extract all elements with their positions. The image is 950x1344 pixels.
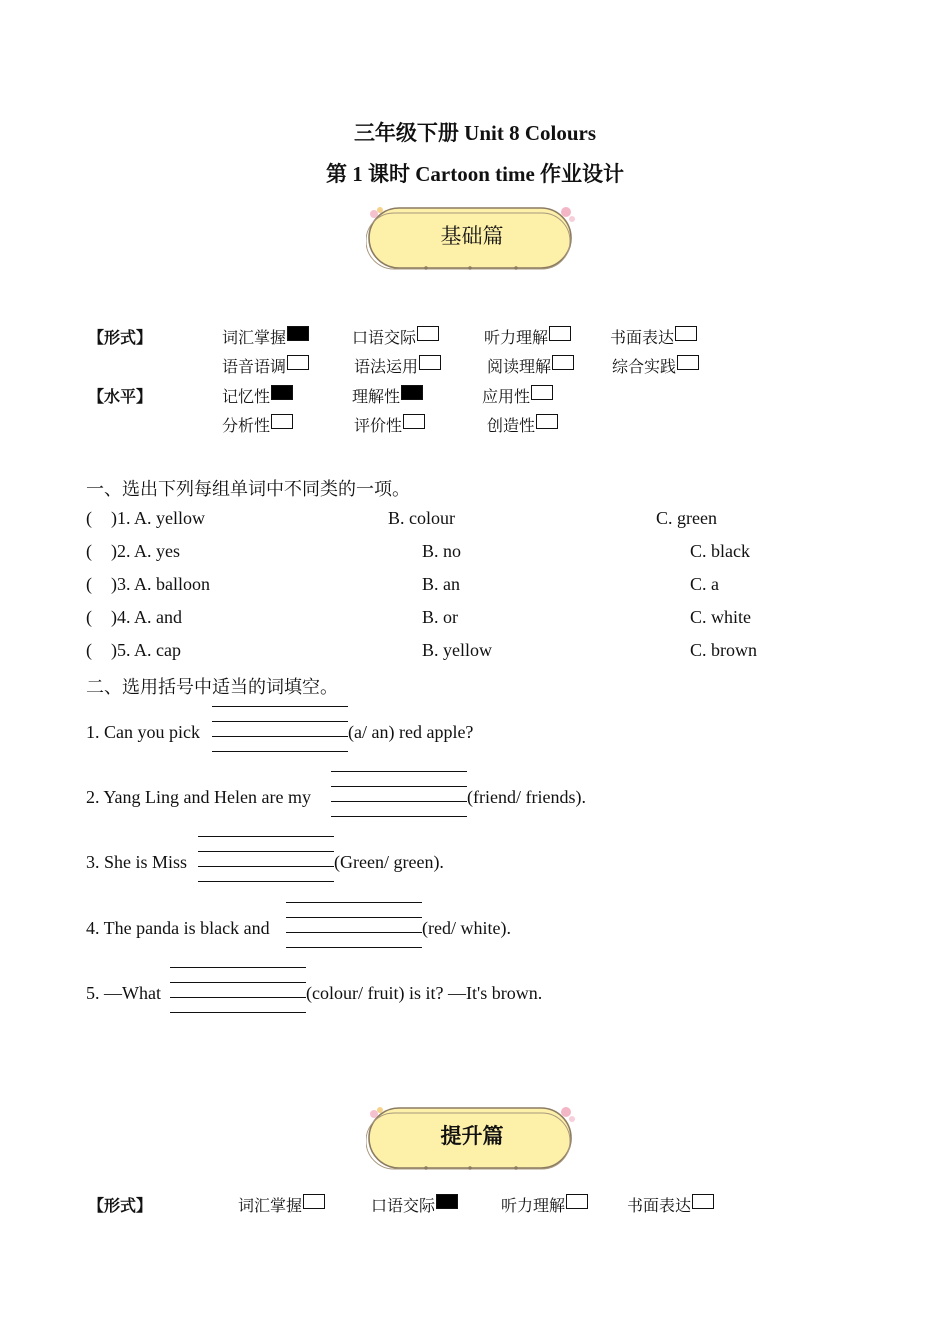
answer-blank[interactable] <box>170 967 306 1013</box>
form-item-label: 听力理解 <box>501 1198 566 1215</box>
adv-form-item-vocab <box>238 1193 325 1216</box>
badge-advanced-label: 提升篇 <box>440 1124 504 1148</box>
answer-paren: ( <box>86 508 92 528</box>
fill-question-options: (Green/ green). <box>334 852 444 872</box>
option-a: )3. A. balloon <box>111 574 210 594</box>
answer-paren: ( <box>86 574 92 594</box>
checkbox[interactable] <box>271 385 293 400</box>
form-item-listening <box>484 325 571 348</box>
form-item-label: 语音语调 <box>222 359 287 376</box>
option-c: C. white <box>690 607 751 627</box>
checkbox[interactable] <box>536 414 558 429</box>
form-item-pronunciation <box>222 354 309 377</box>
option-c: C. black <box>690 541 750 561</box>
fill-question-options: (a/ an) red apple? <box>348 722 474 742</box>
option-c: C. a <box>690 574 719 594</box>
form-item-label: 阅读理解 <box>487 359 552 376</box>
option-b: B. yellow <box>422 640 492 660</box>
answer-paren: ( <box>86 607 92 627</box>
form-item-reading <box>487 354 574 377</box>
option-a: )5. A. cap <box>111 640 181 660</box>
page-title: 三年级下册 Unit 8 Colours <box>353 121 597 145</box>
checkbox[interactable] <box>566 1194 588 1209</box>
option-a: )1. A. yellow <box>111 508 205 528</box>
form-label-advanced: 【形式】 <box>88 1198 153 1215</box>
part2-heading: 二、选用括号中适当的词填空。 <box>86 677 338 697</box>
level-item-label: 创造性 <box>487 418 536 435</box>
checkbox[interactable] <box>677 355 699 370</box>
form-item-label: 书面表达 <box>610 330 675 347</box>
option-c: C. brown <box>690 640 757 660</box>
form-item-label: 词汇掌握 <box>222 330 287 347</box>
option-b: B. an <box>422 574 460 594</box>
form-item-label: 词汇掌握 <box>238 1198 303 1215</box>
fill-question-text: 4. The panda is black and <box>86 918 270 938</box>
option-a: )2. A. yes <box>111 541 180 561</box>
checkbox[interactable] <box>549 326 571 341</box>
fill-question-text: 3. She is Miss <box>86 852 188 872</box>
checkbox[interactable] <box>552 355 574 370</box>
fill-question-options: (colour/ fruit) is it? —It's brown. <box>306 983 543 1003</box>
answer-paren: ( <box>86 541 92 561</box>
fill-question-text: 5. —What <box>86 983 161 1003</box>
form-item-writing <box>610 325 697 348</box>
page-subtitle: 第 1 课时 Cartoon time 作业设计 <box>325 162 625 186</box>
form-item-vocab <box>222 325 309 348</box>
form-item-label: 语法运用 <box>354 359 419 376</box>
checkbox[interactable] <box>403 414 425 429</box>
form-item-label: 口语交际 <box>352 330 417 347</box>
checkbox[interactable] <box>419 355 441 370</box>
part1-heading: 一、选出下列每组单词中不同类的一项。 <box>86 479 410 499</box>
level-item-understanding <box>352 384 423 407</box>
option-b: B. or <box>422 607 458 627</box>
adv-form-item-writing <box>627 1193 714 1216</box>
option-a: )4. A. and <box>111 607 182 627</box>
level-item-label: 分析性 <box>222 418 271 435</box>
level-item-label: 理解性 <box>352 389 401 406</box>
level-item-memory <box>222 384 293 407</box>
level-label: 【水平】 <box>88 389 153 406</box>
answer-blank[interactable] <box>331 771 467 817</box>
checkbox[interactable] <box>287 326 309 341</box>
fill-question-text: 1. Can you pick <box>86 722 200 742</box>
level-item-label: 评价性 <box>354 418 403 435</box>
level-item-label: 应用性 <box>482 389 531 406</box>
level-item-creation <box>487 413 558 436</box>
form-label: 【形式】 <box>88 330 153 347</box>
answer-blank[interactable] <box>286 902 422 948</box>
fill-question-options: (friend/ friends). <box>467 787 586 807</box>
checkbox[interactable] <box>531 385 553 400</box>
fill-question-options: (red/ white). <box>422 918 511 938</box>
badge-basic <box>366 204 578 276</box>
form-item-label: 口语交际 <box>371 1198 436 1215</box>
badge-advanced <box>366 1104 578 1176</box>
checkbox[interactable] <box>417 326 439 341</box>
checkbox[interactable] <box>692 1194 714 1209</box>
checkbox[interactable] <box>287 355 309 370</box>
adv-form-item-speaking <box>371 1193 458 1216</box>
checkbox[interactable] <box>303 1194 325 1209</box>
level-item-application <box>482 384 553 407</box>
form-item-practice <box>612 354 699 377</box>
adv-form-item-listening <box>501 1193 588 1216</box>
form-item-label: 综合实践 <box>612 359 677 376</box>
answer-paren: ( <box>86 640 92 660</box>
option-b: B. no <box>422 541 462 561</box>
level-item-evaluation <box>354 413 425 436</box>
form-item-label: 听力理解 <box>484 330 549 347</box>
form-item-speaking <box>352 325 439 348</box>
checkbox[interactable] <box>675 326 697 341</box>
badge-basic-label: 基础篇 <box>440 224 504 248</box>
form-item-grammar <box>354 354 441 377</box>
checkbox[interactable] <box>401 385 423 400</box>
checkbox[interactable] <box>271 414 293 429</box>
option-c: C. green <box>656 508 717 528</box>
option-b: B. colour <box>388 508 455 528</box>
level-item-label: 记忆性 <box>222 389 271 406</box>
answer-blank[interactable] <box>212 706 348 752</box>
form-item-label: 书面表达 <box>627 1198 692 1215</box>
checkbox[interactable] <box>436 1194 458 1209</box>
answer-blank[interactable] <box>198 836 334 882</box>
level-item-analysis <box>222 413 293 436</box>
fill-question-text: 2. Yang Ling and Helen are my <box>86 787 311 807</box>
